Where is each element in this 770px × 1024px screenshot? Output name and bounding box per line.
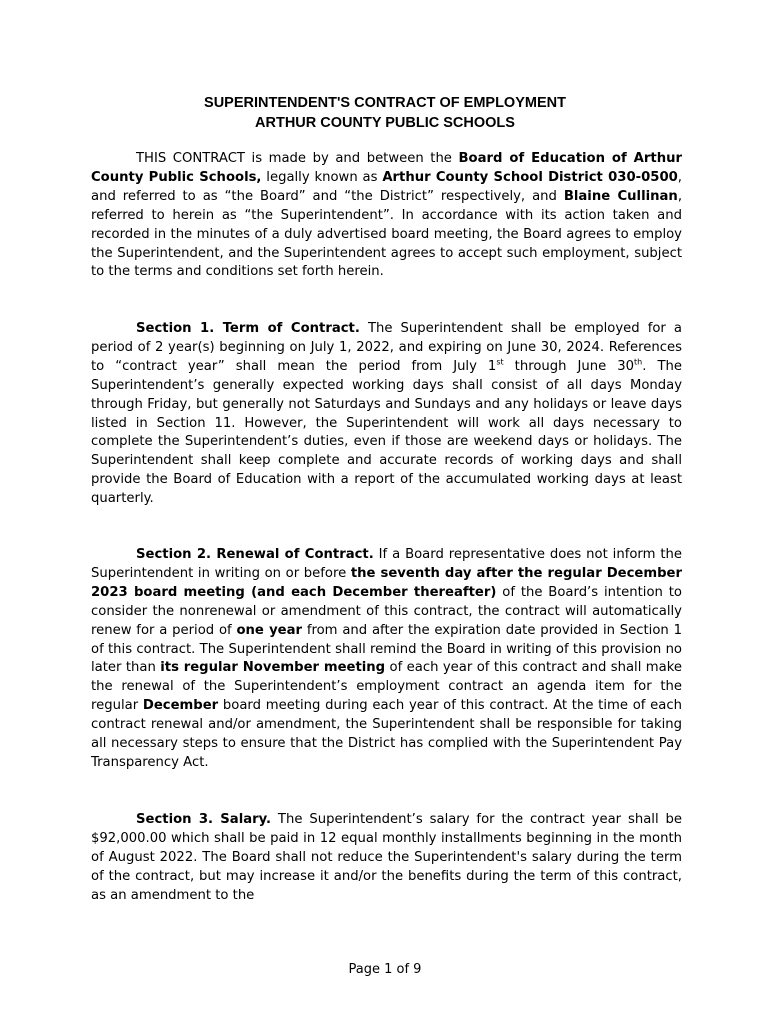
section-2-heading: Section 2. Renewal of Contract. xyxy=(136,547,374,562)
section-2-bold-3: its regular November meeting xyxy=(160,660,386,676)
page-number: Page 1 of 9 xyxy=(348,962,422,977)
intro-text-3: , and referred to as “the Board” and “the District” respectively, and xyxy=(91,169,682,204)
section-2-bold-1: the seventh day after the regular December 2023 board meeting (and each December thereafter) xyxy=(91,565,682,600)
intro-paragraph xyxy=(91,150,682,282)
section-2-text-2: of the Board’s intention to consider the nonrenewal or amendment of this contract, the contract will automatically renew for a period of xyxy=(91,584,682,638)
section-1-text-3: . The Superintendent’s generally expected working days shall consist of all days Monday through Friday, but generally not Saturdays and Sundays and any holidays or leave days listed in Section 11. However, the Superintendent will work all days necessary to complete the Superintendent’s duties, even if those are weekend days or holidays. The Superintendent shall keep complete and accurate records of working days and shall provide the Board of Education with a report of the accumulated working days at least quarterly. xyxy=(91,358,682,507)
section-2-paragraph xyxy=(91,546,682,773)
section-2-text-3: from and after the expiration date provided in Section 1 of this contract. The Superintendent shall remind the Board in writing of this provision no later than xyxy=(91,622,682,676)
intro-text-4: , referred to herein as “the Superintendent”. In accordance with its action taken and recorded in the minutes of a duly advertised board meeting, the Board agrees to employ the Superintendent, and the Superintendent agrees to accept such employment, subject to the terms and conditions set forth herein. xyxy=(91,188,683,280)
section-2-bold-4: December xyxy=(142,698,219,714)
district-name: Arthur County School District 030-0500 xyxy=(382,169,678,185)
section-2-text-4: of each year of this contract and shall make the renewal of the Superintendent’s employment contract an agenda item for the regular xyxy=(91,660,682,714)
intro-text-2: legally known as xyxy=(261,169,383,185)
superintendent-name: Blaine Cullinan xyxy=(563,188,678,204)
section-1-paragraph xyxy=(91,320,682,509)
section-2-text-1: If a Board representative does not inform the Superintendent in writing on or before xyxy=(91,547,682,581)
section-3-paragraph xyxy=(91,811,682,906)
section-3-text-1: The Superintendent’s salary for the contract year shall be $92,000.00 which shall be paid in 12 equal monthly installments beginning in the month of August 2022. The Board shall not reduce the Superintendent's salary during the term of the contract, but may increase it and/or the benefits during the term of this contract, as an amendment to the xyxy=(91,812,682,903)
section-3-heading: Section 3. Salary. xyxy=(136,812,272,827)
section-1-superscript-2: th xyxy=(634,357,643,367)
intro-text-1: THIS CONTRACT is made by and between the xyxy=(136,151,459,166)
section-1-text-2: through June 30 xyxy=(503,358,635,374)
document-subtitle: ARTHUR COUNTY PUBLIC SCHOOLS xyxy=(255,115,515,131)
section-2-text-5: board meeting during each year of this contract. At the time of each contract renewal and/or amendment, the Superintendent shall be responsible for taking all necessary steps to ensure that the District has complied with the Superintendent Pay Transparency Act. xyxy=(91,698,682,770)
section-1-text-1: The Superintendent shall be employed for a period of 2 year(s) beginning on July 1, 2022, and expiring on June 30, 2024. References to “contract year” shall mean the period from July 1 xyxy=(91,321,682,374)
section-1-superscript-1: st xyxy=(496,357,504,367)
section-1-heading: Section 1. Term of Contract. xyxy=(136,321,360,336)
document-title: SUPERINTENDENT'S CONTRACT OF EMPLOYMENT xyxy=(204,95,566,111)
board-name: Board of Education of Arthur County Public Schools, xyxy=(91,151,682,185)
section-2-bold-2: one year xyxy=(236,622,303,638)
